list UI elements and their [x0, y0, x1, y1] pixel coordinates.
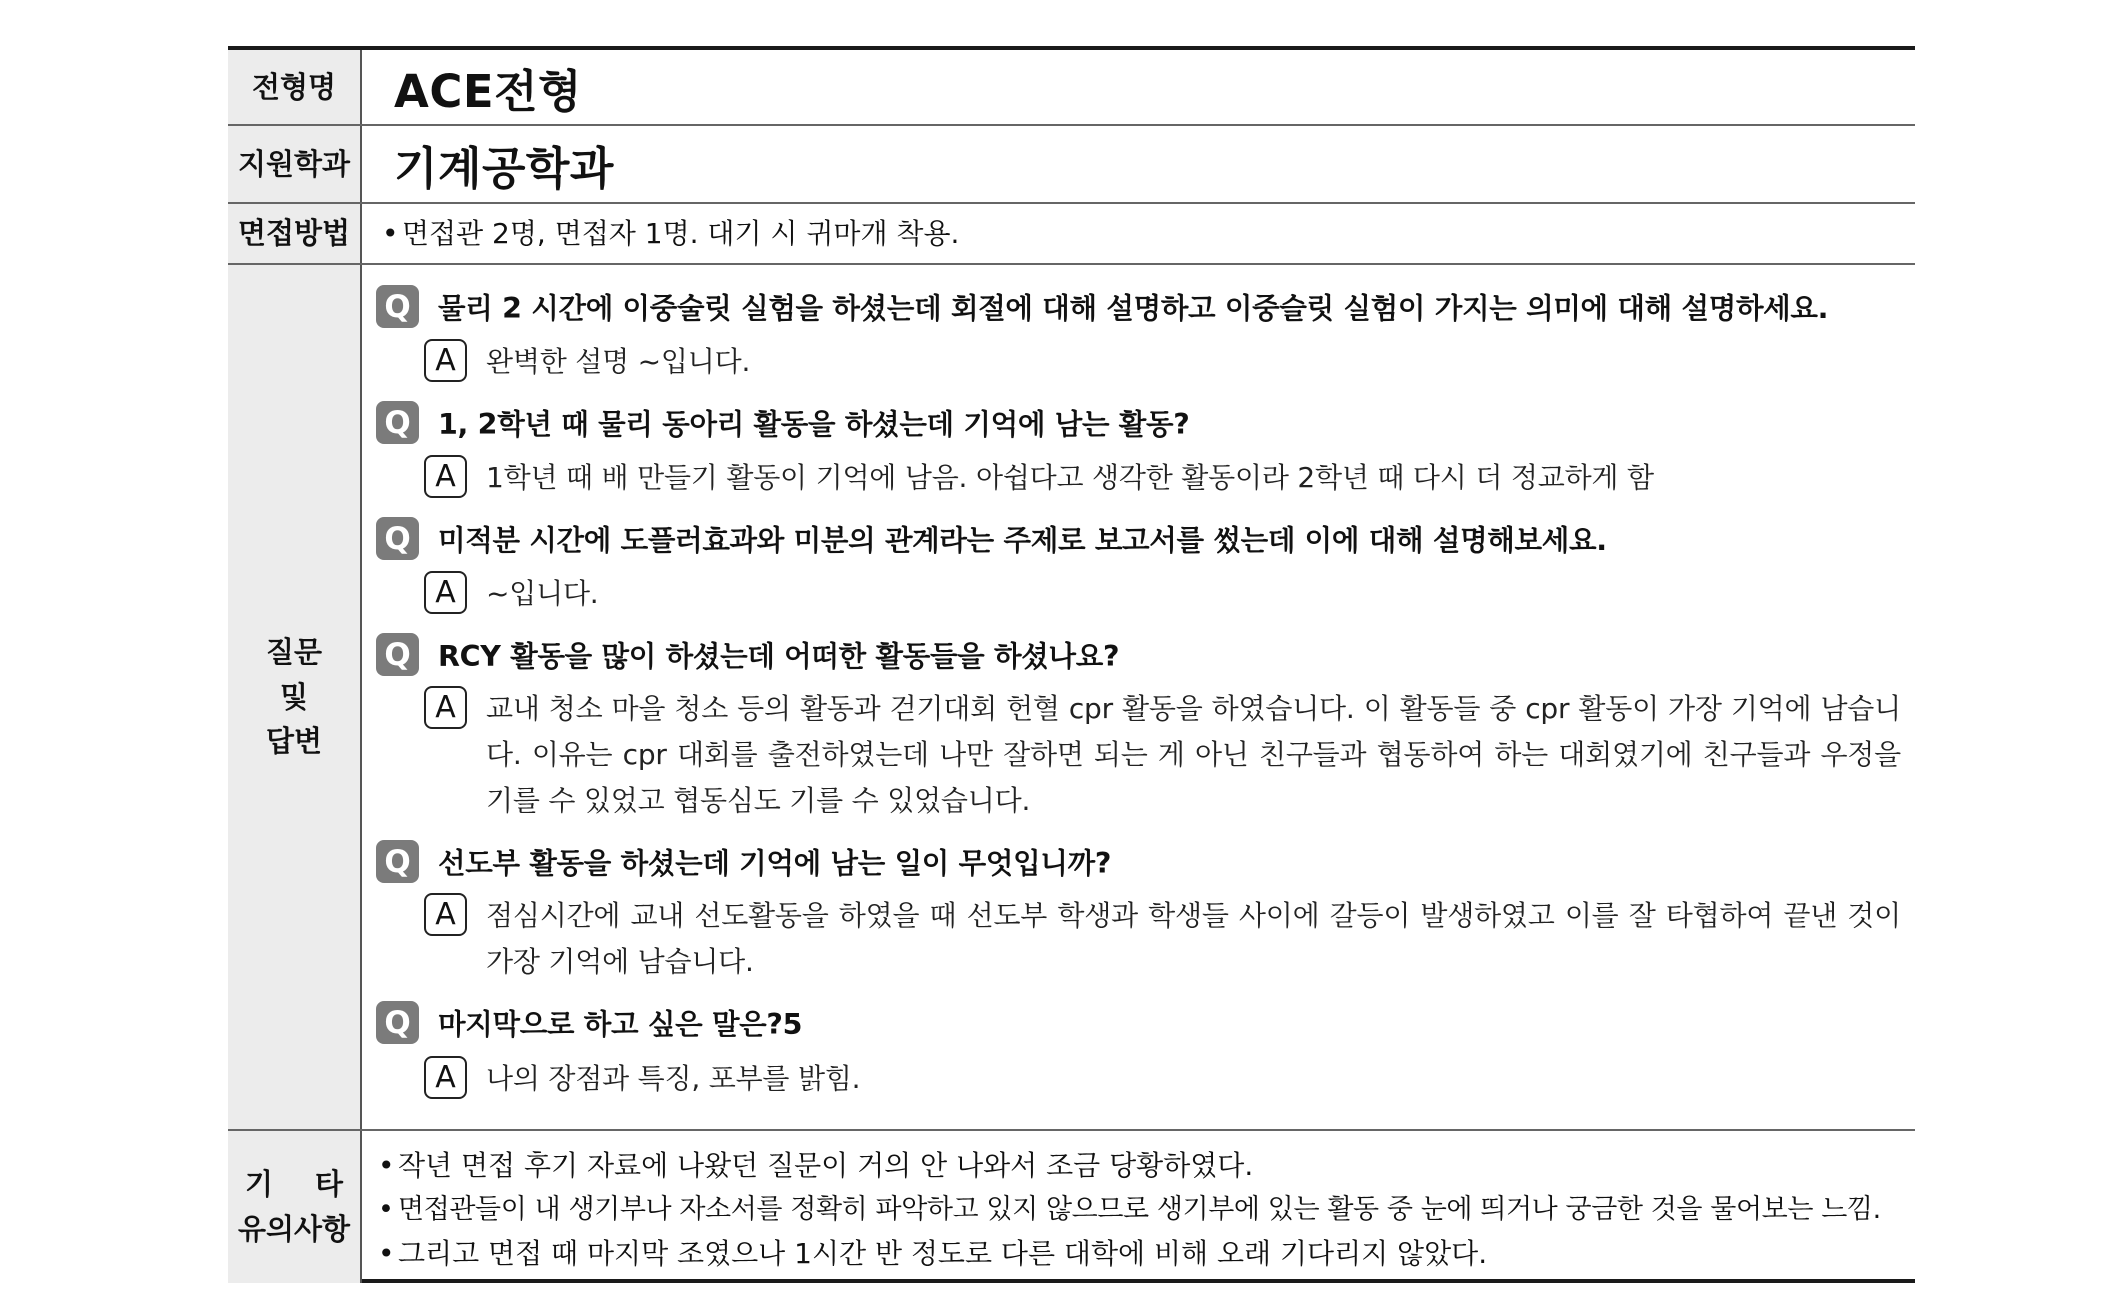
question-text: 마지막으로 하고 싶은 말은?5	[438, 1008, 803, 1041]
a-badge-icon: A	[424, 686, 467, 729]
answer-4	[424, 686, 1901, 824]
answer-text: 완벽한 설명 ~입니다.	[486, 345, 751, 378]
answer-6	[424, 1056, 1901, 1102]
a-badge-icon: A	[424, 893, 467, 936]
question-6	[376, 1001, 802, 1044]
answer-1	[424, 339, 1901, 385]
interview-method-row	[228, 204, 1915, 265]
question-text: 물리 2 시간에 이중술릿 실험을 하셨는데 회절에 대해 설명하고 이중슬릿 실험이 가지는 의미에 대해 설명하세요.	[438, 292, 1829, 325]
q-badge-icon: Q	[376, 1001, 419, 1044]
answer-text: ~입니다.	[486, 577, 599, 610]
note-2: • 면접관들이 내 생기부나 자소서를 정확히 파악하고 있지 않으므로 생기부에 있는 활동 중 눈에 띄거나 궁금한 것을 물어보는 느낌.	[378, 1188, 1881, 1232]
etc-notes-cell	[362, 1131, 1915, 1283]
etc-label-line-1: 기 타	[244, 1167, 344, 1202]
admission-type-cell	[362, 50, 1915, 124]
interview-method-text	[382, 212, 959, 256]
question-4	[376, 633, 1119, 676]
bullet-icon: •	[378, 1194, 394, 1225]
etc-notes-row	[228, 1131, 1915, 1283]
question-1	[376, 285, 1828, 328]
question-text: 미적분 시간에 도플러효과와 미분의 관계라는 주제로 보고서를 썼는데 이에 대해 설명해보세요.	[438, 524, 1607, 557]
question-text: 선도부 활동을 하셨는데 기억에 남는 일이 무엇입니까?	[438, 847, 1112, 880]
a-badge-icon: A	[424, 571, 467, 614]
answer-2	[424, 455, 1901, 501]
interview-method-cell	[362, 204, 1915, 263]
admission-type-label: 전형명	[228, 50, 362, 124]
answer-3	[424, 571, 1901, 617]
bullet-icon: •	[378, 1149, 395, 1182]
answer-5	[424, 893, 1901, 985]
answer-text: 1학년 때 배 만들기 활동이 기억에 남음. 아쉽다고 생각한 활동이라 2학년 때 다시 더 정교하게 함	[486, 461, 1654, 494]
a-badge-icon: A	[424, 455, 467, 498]
q-badge-icon: Q	[376, 840, 419, 883]
etc-notes-label	[228, 1131, 362, 1283]
qa-row	[228, 265, 1915, 1131]
bullet-icon: •	[378, 1237, 395, 1270]
interview-method-value: 면접관 2명, 면접자 1명. 대기 시 귀마개 착용.	[402, 216, 960, 250]
q-badge-icon: Q	[376, 517, 419, 560]
a-badge-icon: A	[424, 339, 467, 382]
question-text: RCY 활동을 많이 하셨는데 어떠한 활동들을 하셨나요?	[438, 640, 1120, 673]
department-label: 지원학과	[228, 126, 362, 202]
note-1: • 작년 면접 후기 자료에 나왔던 질문이 거의 안 나와서 조금 당황하였다.	[378, 1144, 1253, 1188]
answer-text: 교내 청소 마을 청소 등의 활동과 걷기대회 헌혈 cpr 활동을 하였습니다. 이 활동들 중 cpr 활동이 가장 기억에 남습니다. 이유는 cpr 대회를 출전하였는데 나만 잘하면 되는 게 아닌 친구들과 협동하여 하는 대회였기에 친구들과 우정을 기를 수 있었고 협동심도 기를 수 있었습니다.	[486, 692, 1901, 817]
interview-review-table	[228, 46, 1915, 1283]
department-value: 기계공학과	[394, 141, 614, 195]
qa-label-line-2: 및	[279, 679, 308, 714]
department-row	[228, 126, 1915, 204]
question-2	[376, 401, 1190, 444]
admission-type-row	[228, 50, 1915, 126]
q-badge-icon: Q	[376, 633, 419, 676]
q-badge-icon: Q	[376, 285, 419, 328]
question-5	[376, 840, 1111, 883]
question-text: 1, 2학년 때 물리 동아리 활동을 하셨는데 기억에 남는 활동?	[438, 408, 1190, 441]
bullet-icon: •	[382, 216, 399, 250]
qa-label	[228, 265, 362, 1129]
note-3: • 그리고 면접 때 마지막 조였으나 1시간 반 정도로 다른 대학에 비해 오래 기다리지 않았다.	[378, 1232, 1487, 1276]
qa-label-line-3: 답변	[265, 724, 323, 759]
etc-label-line-2: 유의사항	[237, 1212, 351, 1246]
a-badge-icon: A	[424, 1056, 467, 1099]
q-badge-icon: Q	[376, 401, 419, 444]
department-cell	[362, 126, 1915, 202]
qa-label-line-1: 질문	[265, 634, 323, 669]
interview-method-label: 면접방법	[228, 204, 362, 263]
admission-type-value: ACE전형	[394, 64, 583, 118]
answer-text: 점심시간에 교내 선도활동을 하였을 때 선도부 학생과 학생들 사이에 갈등이 발생하였고 이를 잘 타협하여 끝낸 것이 가장 기억에 남습니다.	[486, 899, 1901, 978]
answer-text: 나의 장점과 특징, 포부를 밝힘.	[486, 1062, 861, 1095]
question-3	[376, 517, 1607, 560]
